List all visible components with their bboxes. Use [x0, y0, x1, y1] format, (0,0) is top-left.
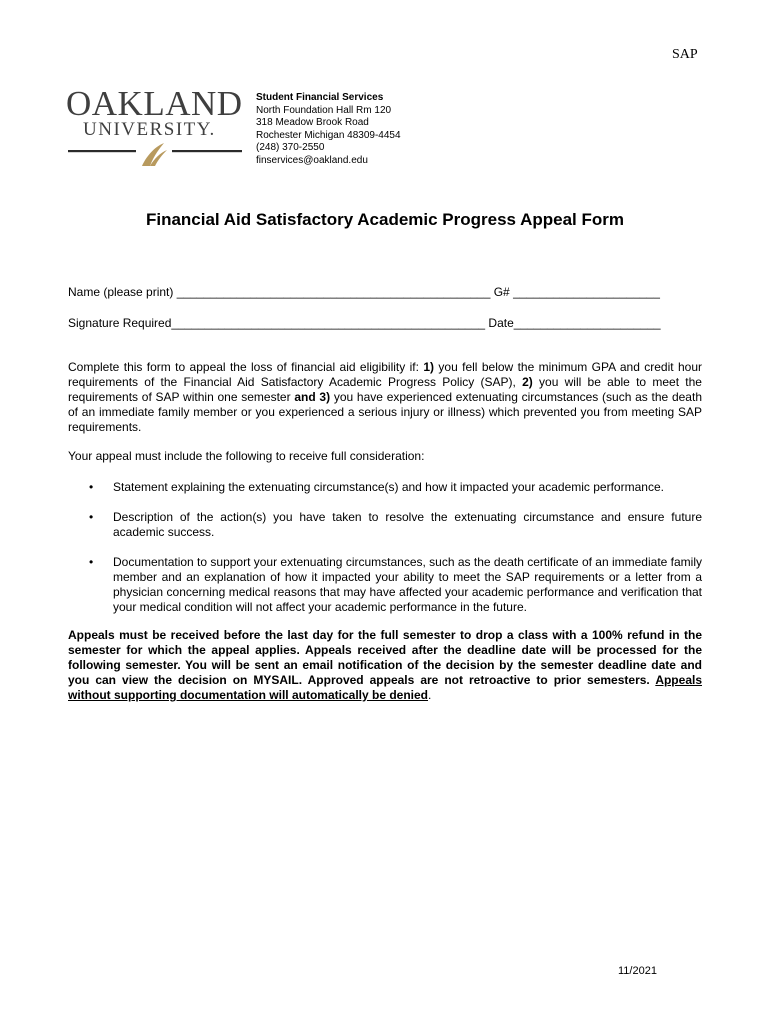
bullet-icon: • [89, 510, 94, 524]
logo-wordmark-oakland: OAKLAND [66, 84, 243, 123]
list-item: • Documentation to support your extenuating circumstances, such as the death certificate of an immediate family member and an explanation of how it impacted your ability to meet the SAP requirements or a letter from a physician concerning medical reasons that may have affected your academic performance and verification that your medical condition will not affect your academic performance in the future. [89, 555, 702, 614]
date-label: Date [485, 316, 514, 330]
name-label: Name (please print) [68, 285, 177, 299]
address-line: North Foundation Hall Rm 120 [256, 104, 392, 116]
date-field[interactable]: ______________________ [513, 316, 661, 330]
office-phone: (248) 370-2550 [256, 142, 325, 153]
gnumber-field[interactable]: ______________________ [513, 285, 660, 299]
office-name: Student Financial Services [256, 92, 384, 103]
gnumber-label: G# [490, 285, 514, 299]
revision-date: 11/2021 [618, 965, 657, 977]
requirements-list [68, 480, 702, 630]
name-field[interactable]: _______________________________________________ [176, 285, 491, 299]
documentation-warning: Appeals without supporting documentation will automatically be denied [68, 673, 702, 702]
form-title: Financial Aid Satisfactory Academic Progress Appeal Form [145, 210, 625, 229]
list-item: • Description of the action(s) you have taken to resolve the extenuating circumstance and ensure future academic success. [89, 510, 702, 539]
signature-label: Signature Required [68, 316, 172, 330]
name-gnumber-row [68, 285, 708, 299]
address-line: 318 Meadow Brook Road [256, 117, 369, 128]
signature-field[interactable]: _______________________________________________ [171, 316, 486, 330]
requirements-intro: Your appeal must include the following to receive full consideration: [68, 449, 425, 463]
sail-icon [68, 142, 244, 168]
intro-paragraph: Complete this form to appeal the loss of financial aid eligibility if: 1) you fell below the minimum GPA and credit hour requirements of the Financial Aid Satisfactory Academic Progress Policy (SAP), 2) you will be able to meet the requirements of SAP within one semester and 3) you have experienced extenuating circumstances (such as the death of an immediate family member or you experienced a serious injury or illness) which prevented you from meeting SAP requirements. [68, 360, 702, 434]
address-line: Rochester Michigan 48309-4454 [256, 129, 401, 141]
deadline-notice: Appeals must be received before the last day for the full semester to drop a class with a 100% refund in the semester for which the appeal applies. Appeals received after the deadline date will be processed for the following semester. You will be sent an email notification of the decision by the semester deadline date and you can view the decision on MYSAIL. Approved appeals are not retroactive to prior semesters. Appeals without supporting documentation will automatically be denied. [68, 628, 702, 702]
logo-wordmark-university: UNIVERSITY. [83, 119, 216, 140]
bullet-icon: • [89, 480, 94, 494]
form-code: SAP [672, 47, 698, 62]
signature-date-row [68, 316, 708, 330]
oakland-university-logo [66, 86, 244, 168]
office-address-block [256, 92, 401, 167]
office-email: finservices@oakland.edu [256, 154, 368, 166]
list-item: • Statement explaining the extenuating circumstance(s) and how it impacted your academic performance. [89, 480, 664, 494]
bullet-icon: • [89, 555, 94, 569]
